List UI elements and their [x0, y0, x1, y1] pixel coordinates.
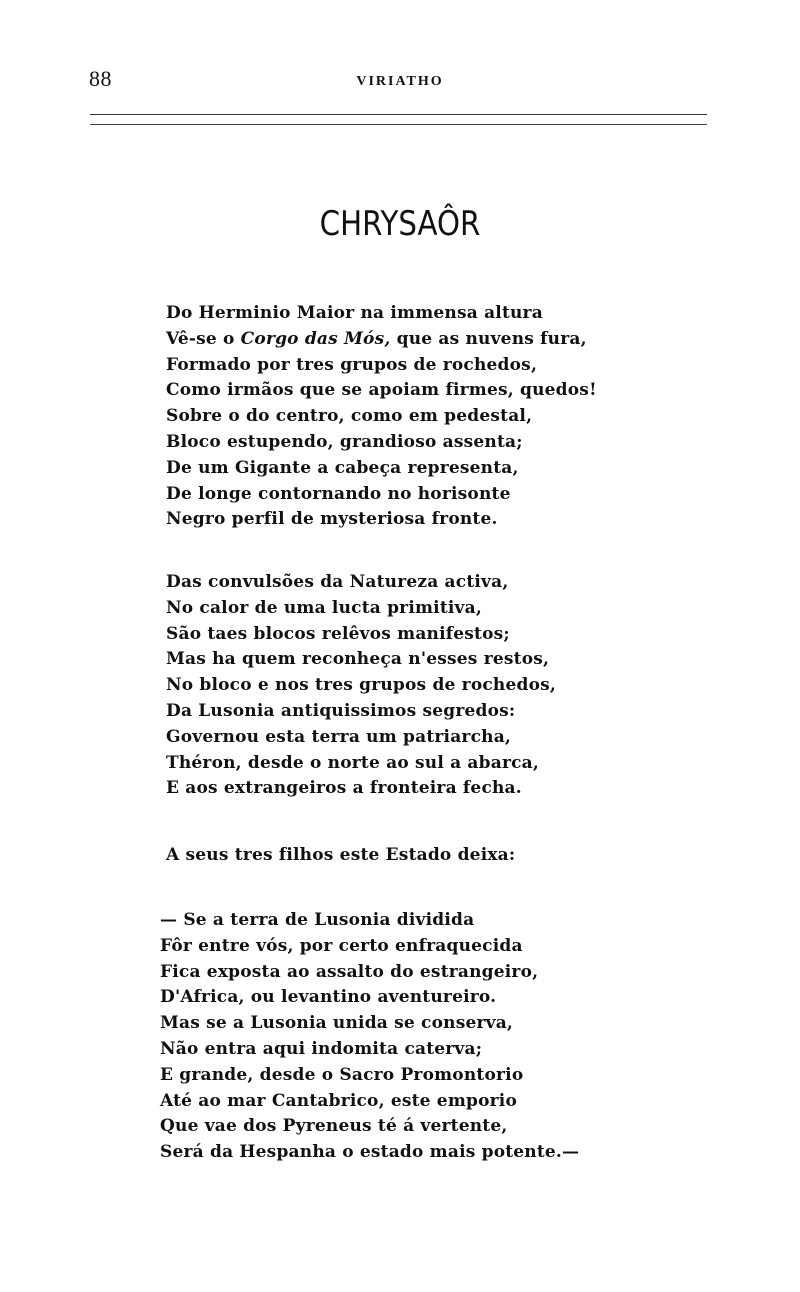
verse-line: Bloco estupendo, grandioso assenta; — [166, 431, 523, 452]
verse-line: Será da Hespanha o estado mais potente.— — [160, 1142, 580, 1163]
verse-line-prefix: Vê-se o — [166, 328, 241, 349]
verse-line: Sobre o do centro, como em pedestal, — [166, 406, 533, 427]
verse-line: Fôr entre vós, por certo enfraquecida — [160, 935, 523, 956]
stanza-2 — [166, 570, 556, 802]
verse-line: Que vae dos Pyreneus té á vertente, — [160, 1116, 508, 1137]
verse-line: Formado por tres grupos de rochedos, — [166, 354, 538, 375]
verse-line: Não entra aqui indomita caterva; — [160, 1038, 483, 1059]
header-rule-top — [90, 114, 707, 115]
verse-line: Do Herminio Maior na immensa altura — [166, 303, 543, 323]
verse-line: Mas ha quem reconheça n'esses restos, — [166, 649, 550, 670]
verse-line: De longe contornando no horisonte — [166, 483, 511, 504]
verse-line: De um Gigante a cabeça representa, — [166, 457, 519, 478]
stanza-1 — [166, 301, 597, 533]
verse-line: No calor de uma lucta primitiva, — [166, 597, 482, 618]
verse-line: Da Lusonia antiquissimos segredos: — [166, 700, 516, 721]
verse-line: Théron, desde o norte ao sul a abarca, — [166, 752, 539, 773]
verse-line-italic-place: Corgo das Mós, — [240, 328, 391, 349]
stanza-4 — [160, 908, 579, 1166]
verse-line: No bloco e nos tres grupos de rochedos, — [166, 675, 557, 696]
verse-line: A seus tres filhos este Estado deixa: — [166, 845, 516, 865]
verse-line: Negro perfil de mysteriosa fronte. — [166, 509, 498, 530]
verse-line: E grande, desde o Sacro Promontorio — [160, 1064, 524, 1085]
verse-line: Governou esta terra um patriarcha, — [166, 726, 512, 747]
header-rule-bottom — [90, 124, 707, 125]
verse-line-suffix: que as nuvens fura, — [390, 328, 587, 349]
page-number: 88 — [89, 66, 112, 91]
verse-line: Das convulsões da Natureza activa, — [166, 572, 509, 592]
running-head: VIRIATHO — [356, 74, 444, 89]
page-header — [0, 0, 800, 140]
verse-line: Como irmãos que se apoiam firmes, quedos! — [166, 380, 597, 401]
verse-line: — Se a terra de Lusonia dividida — [160, 910, 475, 930]
verse-line: D'Africa, ou levantino aventureiro. — [160, 987, 497, 1008]
verse-line: São taes blocos relêvos manifestos; — [166, 623, 510, 644]
verse-line — [166, 327, 597, 353]
verse-line: E aos extrangeiros a fronteira fecha. — [166, 778, 522, 799]
poem-title: CHRYSAÔR — [319, 204, 481, 244]
verse-line: Fica exposta ao assalto do estrangeiro, — [160, 961, 539, 982]
verse-line: Até ao mar Cantabrico, este emporio — [160, 1090, 517, 1111]
verse-line: Mas se a Lusonia unida se conserva, — [160, 1013, 514, 1034]
stanza-3 — [166, 843, 515, 869]
